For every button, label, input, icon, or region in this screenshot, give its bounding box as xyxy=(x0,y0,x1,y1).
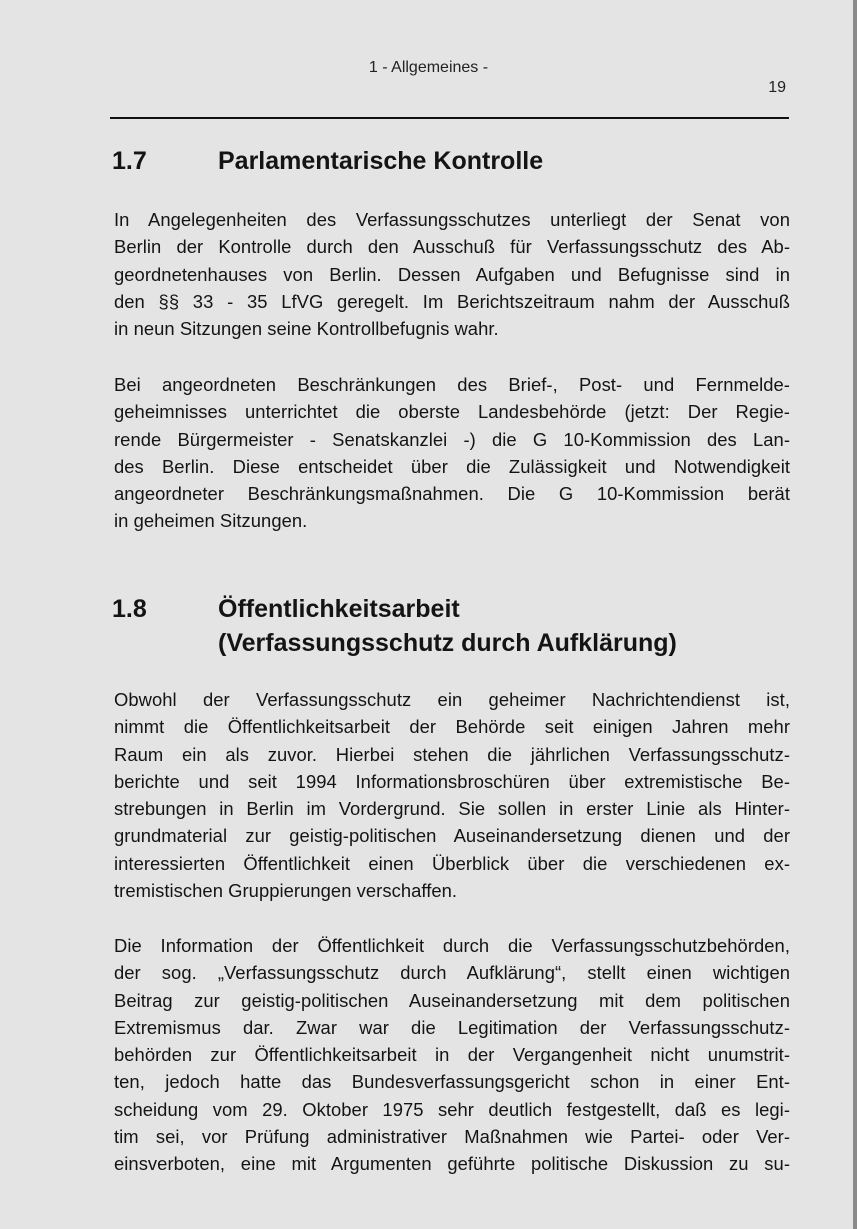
text-line: den §§ 33 - 35 LfVG geregelt. Im Berichtszeitraum nahm der Ausschuß xyxy=(114,290,790,312)
text-line: Beitrag zur geistig-politischen Auseinandersetzung mit dem politischen xyxy=(114,989,790,1011)
text-line: geheimnisses unterrichtet die oberste Landesbehörde (jetzt: Der Regie- xyxy=(114,401,790,423)
text-line: ten, jedoch hatte das Bundesverfassungsgericht schon in einer Ent- xyxy=(114,1071,790,1093)
text-line: tim sei, vor Prüfung administrativer Maßnahmen wie Partei- oder Ver- xyxy=(114,1126,790,1148)
text-line: interessierten Öffentlichkeit einen Überblick über die verschiedenen ex- xyxy=(114,852,790,874)
running-head: 1 - Allgemeines - xyxy=(368,59,489,76)
text-line: Bei angeordneten Beschränkungen des Brief-, Post- und Fernmelde- xyxy=(114,374,790,395)
text-line: Raum ein als zuvor. Hierbei stehen die jährlichen Verfassungsschutz- xyxy=(114,743,790,765)
text-line: strebungen in Berlin im Vordergrund. Sie sollen in erster Linie als Hinter- xyxy=(114,798,790,820)
text-line: grundmaterial zur geistig-politischen Auseinandersetzung dienen und der xyxy=(114,825,790,847)
text-line: in neun Sitzungen seine Kontrollbefugnis wahr. xyxy=(114,318,499,340)
text-line: Berlin der Kontrolle durch den Ausschuß für Verfassungsschutz des Ab- xyxy=(114,236,790,258)
text-line: Extremismus dar. Zwar war die Legitimation der Verfassungsschutz- xyxy=(114,1016,790,1038)
section-title-line: (Verfassungsschutz durch Aufklärung) xyxy=(218,629,677,657)
section-title-line: Öffentlichkeitsarbeit xyxy=(218,595,460,623)
text-line: rende Bürgermeister - Senatskanzlei -) die G 10-Kommission des Lan- xyxy=(114,428,790,450)
section-number-1-8: 1.8 xyxy=(112,595,147,623)
text-line: geordnetenhauses von Berlin. Dessen Aufgaben und Befugnisse sind in xyxy=(114,263,790,285)
text-line: Obwohl der Verfassungsschutz ein geheimer Nachrichtendienst ist, xyxy=(114,689,790,710)
section-title-1-8 xyxy=(218,592,677,660)
text-line: angeordneter Beschränkungsmaßnahmen. Die G 10-Kommission berät xyxy=(114,483,790,505)
text-line: scheidung vom 29. Oktober 1975 sehr deutlich festgestellt, daß es legi- xyxy=(114,1098,790,1120)
text-line: nimmt die Öffentlichkeitsarbeit der Behörde seit einigen Jahren mehr xyxy=(114,716,790,738)
section-number-1-7: 1.7 xyxy=(112,147,147,175)
paragraph-1-7-b xyxy=(114,371,790,535)
text-line: einsverboten, eine mit Argumenten geführte politische Diskussion zu su- xyxy=(114,1153,790,1175)
text-line: tremistischen Gruppierungen verschaffen. xyxy=(114,880,458,902)
text-line: behörden zur Öffentlichkeitsarbeit in der Vergangenheit nicht unumstrit- xyxy=(114,1044,790,1066)
text-line: des Berlin. Diese entscheidet über die Zulässigkeit und Notwendigkeit xyxy=(114,455,790,477)
header-rule xyxy=(110,117,789,119)
text-line: Die Information der Öffentlichkeit durch die Verfassungsschutzbehörden, xyxy=(114,935,790,956)
section-title-1-7: Parlamentarische Kontrolle xyxy=(218,147,544,175)
text-line: in geheimen Sitzungen. xyxy=(114,510,308,532)
text-line: der sog. „Verfassungsschutz durch Aufklärung“, stellt einen wichtigen xyxy=(114,962,790,984)
paragraph-1-8-a xyxy=(114,686,790,904)
paragraph-1-8-b xyxy=(114,932,790,1178)
text-line: berichte und seit 1994 Informationsbroschüren über extremistische Be- xyxy=(114,770,790,792)
text-line: In Angelegenheiten des Verfassungsschutzes unterliegt der Senat von xyxy=(114,209,790,230)
page-number: 19 xyxy=(768,79,786,96)
scan-edge xyxy=(853,0,857,1229)
paragraph-1-7-a xyxy=(114,206,790,342)
